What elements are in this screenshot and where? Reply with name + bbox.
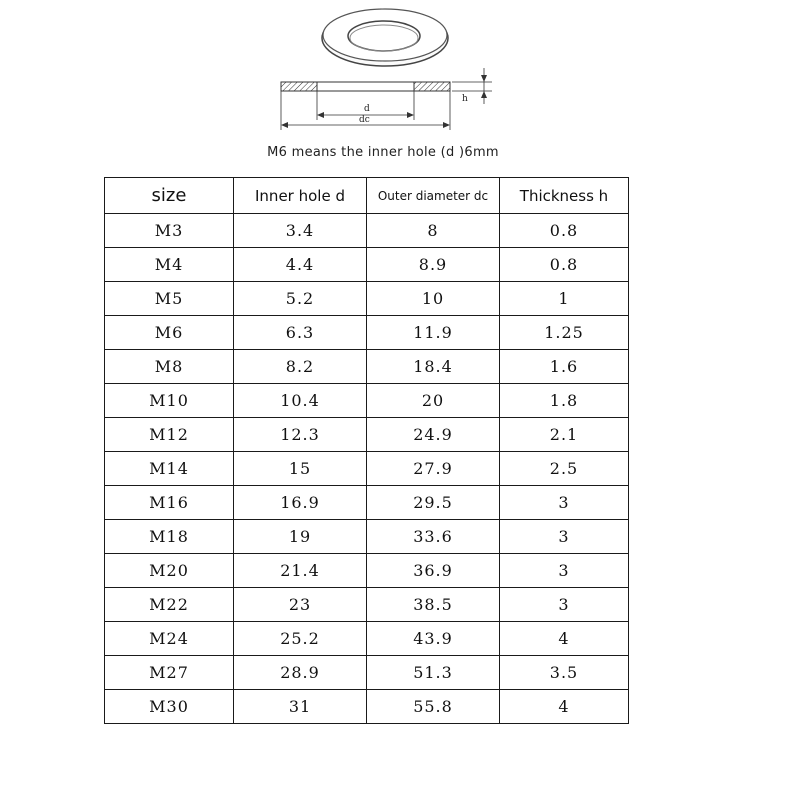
cell-size: M22 bbox=[105, 588, 234, 622]
cell-size: M12 bbox=[105, 418, 234, 452]
cell-outer-diameter: 27.9 bbox=[367, 452, 500, 486]
cell-inner-hole: 28.9 bbox=[234, 656, 367, 690]
cell-size: M18 bbox=[105, 520, 234, 554]
cell-thickness: 3 bbox=[500, 486, 629, 520]
cell-size: M30 bbox=[105, 690, 234, 724]
cell-outer-diameter: 8.9 bbox=[367, 248, 500, 282]
cell-thickness: 2.5 bbox=[500, 452, 629, 486]
cell-size: M20 bbox=[105, 554, 234, 588]
cell-outer-diameter: 24.9 bbox=[367, 418, 500, 452]
table-row bbox=[105, 622, 629, 656]
cell-outer-diameter: 29.5 bbox=[367, 486, 500, 520]
cell-size: M27 bbox=[105, 656, 234, 690]
table-row bbox=[105, 384, 629, 418]
cell-outer-diameter: 20 bbox=[367, 384, 500, 418]
cell-inner-hole: 19 bbox=[234, 520, 367, 554]
cell-outer-diameter: 43.9 bbox=[367, 622, 500, 656]
cell-outer-diameter: 18.4 bbox=[367, 350, 500, 384]
spec-table bbox=[104, 177, 629, 724]
table-row bbox=[105, 248, 629, 282]
cell-inner-hole: 8.2 bbox=[234, 350, 367, 384]
table-row bbox=[105, 418, 629, 452]
cell-inner-hole: 5.2 bbox=[234, 282, 367, 316]
cell-inner-hole: 12.3 bbox=[234, 418, 367, 452]
cell-thickness: 1.6 bbox=[500, 350, 629, 384]
washer-cross-section bbox=[281, 68, 492, 130]
washer-drawing bbox=[0, 0, 800, 140]
cell-thickness: 1.25 bbox=[500, 316, 629, 350]
table-row bbox=[105, 486, 629, 520]
cell-thickness: 4 bbox=[500, 690, 629, 724]
table-row bbox=[105, 452, 629, 486]
cell-size: M5 bbox=[105, 282, 234, 316]
cell-outer-diameter: 33.6 bbox=[367, 520, 500, 554]
table-row bbox=[105, 554, 629, 588]
cell-thickness: 1.8 bbox=[500, 384, 629, 418]
cell-inner-hole: 23 bbox=[234, 588, 367, 622]
washer-3d-view bbox=[322, 9, 448, 66]
cell-inner-hole: 3.4 bbox=[234, 214, 367, 248]
table-row bbox=[105, 350, 629, 384]
cell-inner-hole: 31 bbox=[234, 690, 367, 724]
header-size: size bbox=[105, 178, 234, 214]
cell-inner-hole: 25.2 bbox=[234, 622, 367, 656]
header-outer-diameter: Outer diameter dc bbox=[367, 178, 500, 214]
header-thickness: Thickness h bbox=[500, 178, 629, 214]
dim-label-dc: dc bbox=[359, 115, 370, 125]
header-inner-hole: Inner hole d bbox=[234, 178, 367, 214]
table-row bbox=[105, 214, 629, 248]
cell-size: M10 bbox=[105, 384, 234, 418]
cell-thickness: 3 bbox=[500, 588, 629, 622]
cell-size: M14 bbox=[105, 452, 234, 486]
cell-thickness: 3.5 bbox=[500, 656, 629, 690]
cell-outer-diameter: 51.3 bbox=[367, 656, 500, 690]
cell-thickness: 3 bbox=[500, 554, 629, 588]
cell-inner-hole: 16.9 bbox=[234, 486, 367, 520]
cell-outer-diameter: 11.9 bbox=[367, 316, 500, 350]
cell-thickness: 0.8 bbox=[500, 214, 629, 248]
table-header-row bbox=[105, 178, 629, 214]
table-row bbox=[105, 282, 629, 316]
cell-inner-hole: 4.4 bbox=[234, 248, 367, 282]
cell-outer-diameter: 10 bbox=[367, 282, 500, 316]
cell-outer-diameter: 38.5 bbox=[367, 588, 500, 622]
table-row bbox=[105, 656, 629, 690]
cell-inner-hole: 15 bbox=[234, 452, 367, 486]
cell-thickness: 2.1 bbox=[500, 418, 629, 452]
cell-thickness: 0.8 bbox=[500, 248, 629, 282]
cell-size: M24 bbox=[105, 622, 234, 656]
dim-label-d: d bbox=[364, 104, 370, 114]
table-row bbox=[105, 316, 629, 350]
cell-size: M8 bbox=[105, 350, 234, 384]
cell-inner-hole: 6.3 bbox=[234, 316, 367, 350]
cell-outer-diameter: 55.8 bbox=[367, 690, 500, 724]
cell-size: M3 bbox=[105, 214, 234, 248]
cell-thickness: 3 bbox=[500, 520, 629, 554]
cell-size: M16 bbox=[105, 486, 234, 520]
table-row bbox=[105, 520, 629, 554]
cell-outer-diameter: 36.9 bbox=[367, 554, 500, 588]
cell-size: M6 bbox=[105, 316, 234, 350]
cell-inner-hole: 10.4 bbox=[234, 384, 367, 418]
table-row bbox=[105, 588, 629, 622]
table-row bbox=[105, 690, 629, 724]
dim-label-h: h bbox=[462, 94, 468, 104]
caption: M6 means the inner hole (d )6mm bbox=[267, 145, 499, 160]
cell-size: M4 bbox=[105, 248, 234, 282]
cell-inner-hole: 21.4 bbox=[234, 554, 367, 588]
cell-thickness: 1 bbox=[500, 282, 629, 316]
cell-thickness: 4 bbox=[500, 622, 629, 656]
cell-outer-diameter: 8 bbox=[367, 214, 500, 248]
